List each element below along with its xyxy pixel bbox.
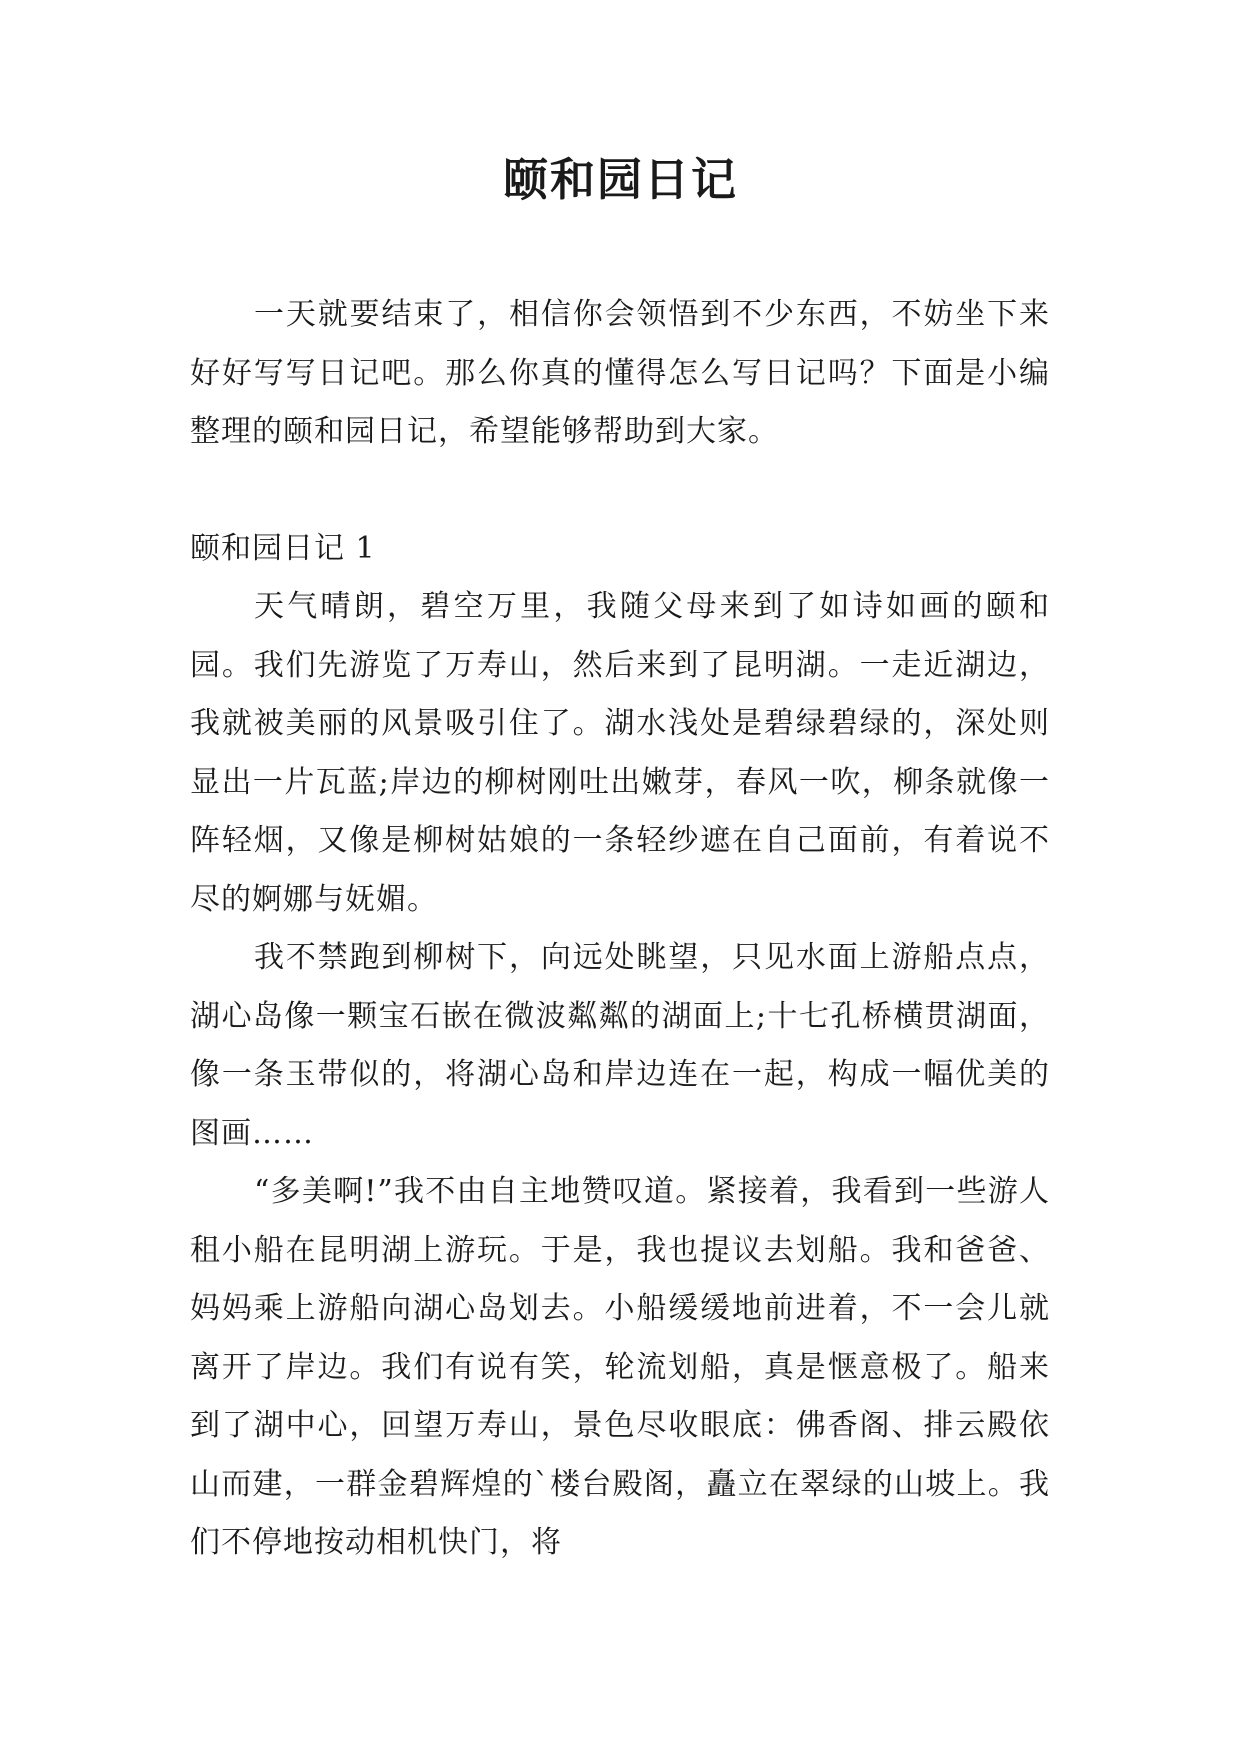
body-paragraph: “多美啊!”我不由自主地赞叹道。紧接着，我看到一些游人租小船在昆明湖上游玩。于是，我也提议去划船。我和爸爸、妈妈乘上游船向湖心岛划去。小船缓缓地前进着，不一会儿就离开了岸边。我们有说有笑，轮流划船，真是惬意极了。船来到了湖中心，回望万寿山，景色尽收眼底：佛香阁、排云殿依山而建，一群金碧辉煌的`楼台殿阁，矗立在翠绿的山坡上。我们不停地按动相机快门，将 <box>190 1174 1050 1560</box>
body-paragraph: 我不禁跑到柳树下，向远处眺望，只见水面上游船点点，湖心岛像一颗宝石嵌在微波粼粼的湖面上;十七孔桥横贯湖面，像一条玉带似的，将湖心岛和岸边连在一起，构成一幅优美的图画…… <box>190 940 1050 1151</box>
intro-paragraph: 一天就要结束了，相信你会领悟到不少东西，不妨坐下来好好写写日记吧。那么你真的懂得怎么写日记吗？下面是小编整理的颐和园日记，希望能够帮助到大家。 <box>190 297 1050 449</box>
section-heading: 颐和园日记 1 <box>190 531 376 566</box>
body-paragraph: 天气晴朗，碧空万里，我随父母来到了如诗如画的颐和园。我们先游览了万寿山，然后来到了昆明湖。一走近湖边，我就被美丽的风景吸引住了。湖水浅处是碧绿碧绿的，深处则显出一片瓦蓝;岸边的柳树刚吐出嫩芽，春风一吹，柳条就像一阵轻烟，又像是柳树姑娘的一条轻纱遮在自己面前，有着说不尽的婀娜与妩媚。 <box>190 589 1050 917</box>
document-title: 颐和园日记 <box>502 153 738 206</box>
